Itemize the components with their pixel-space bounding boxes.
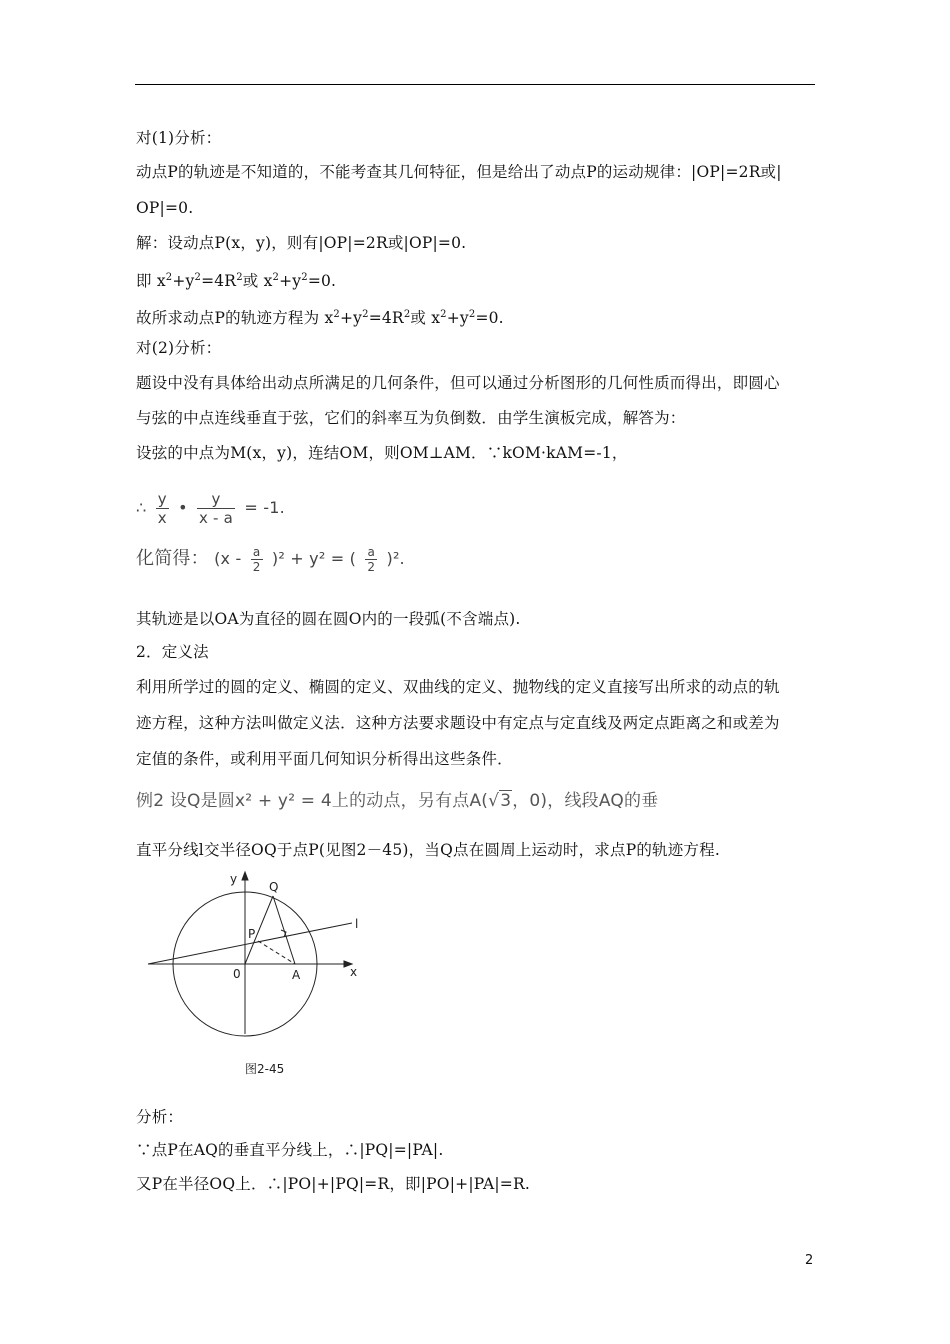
page-number: 2 [805,1253,814,1268]
text-line: 题设中没有具体给出动点所满足的几何条件，但可以通过分析图形的几何性质而得出，即圆心 [136,374,780,392]
fraction: $\frac{y}{x}$ [157,490,167,527]
text-line: 设弦的中点为M(x，y)，连结OM，则OM⊥AM．∵kOM·kAM=-1， [136,444,628,462]
text-line: 解：设动点P(x，y)，则有|OP|=2R或|OP|=0. [136,234,467,252]
fraction: $\frac{a}{2}$ [367,545,376,574]
text-line: 对(1)分析： [136,129,222,147]
figure-2-45 [140,866,370,1086]
label-l: l [355,917,359,931]
figure-caption: 图2-45 [245,1062,285,1076]
text-line: ∵点P在AQ的垂直平分线上，∴|PQ|=|PA|. [136,1141,444,1159]
label-q: Q [269,880,279,894]
label-x: x [350,965,358,979]
text-line: 对(2)分析： [136,339,222,357]
text-line: 与弦的中点连线垂直于弦，它们的斜率互为负倒数．由学生演板完成，解答为： [136,409,686,427]
text-line: 动点P的轨迹是不知道的，不能考查其几何特征，但是给出了动点P的运动规律：|OP|=2R或| [136,163,782,181]
text-line: OP|=0. [136,199,194,217]
segment-pa [258,941,295,964]
header-rule [135,84,815,85]
text-line: 迹方程，这种方法叫做定义法．这种方法要求题设中有定点与定直线及两定点距离之和或差为 [136,714,780,732]
text-line: 其轨迹是以OA为直径的圆在圆O内的一段弧(不含端点). [136,610,521,628]
label-o: 0 [233,967,241,981]
equation-line: 即 $x^2+y^2=4R^2$或 $x^2+y^2=0$. [136,272,337,291]
equation-line: 故所求动点P的轨迹方程为 $x^2+y^2=4R^2$或 $x^2+y^2=0$. [136,309,504,328]
fraction: $\frac{y}{x - a}$ [199,490,234,527]
text-line: 直平分线l交半径OQ于点P(见图2－45)，当Q点在圆周上运动时，求点P的轨迹方程. [136,841,720,859]
text-line: 分析： [136,1108,184,1126]
formula-simplified: 化简得： (x - $\frac{a}{2}$ )² + y² = ( $\frac{a}{2}$ )². [136,545,405,574]
example-2-statement: 例2 设Q是圆x² + y² = 4上的动点，另有点A(√3，0)，线段AQ的垂 [136,791,659,811]
text-line: 定值的条件，或利用平面几何知识分析得出这些条件． [136,750,513,768]
formula-slope-product: ∴ $\frac{y}{x}$ • $\frac{y}{x - a}$ = -1. [136,490,285,527]
label-y: y [230,872,238,886]
section-heading: 2．定义法 [136,643,209,661]
y-axis-arrow [242,872,248,880]
label-p: P [248,927,256,941]
fraction: $\frac{a}{2}$ [252,545,261,574]
label-a: A [292,968,301,982]
segment-qa [273,896,295,964]
text-line: 利用所学过的圆的定义、椭圆的定义、双曲线的定义、抛物线的定义直接写出所求的动点的轨 [136,678,780,696]
text-line: 又P在半径OQ上．∴|PO|+|PQ|=R，即|PO|+|PA|=R. [136,1175,530,1193]
